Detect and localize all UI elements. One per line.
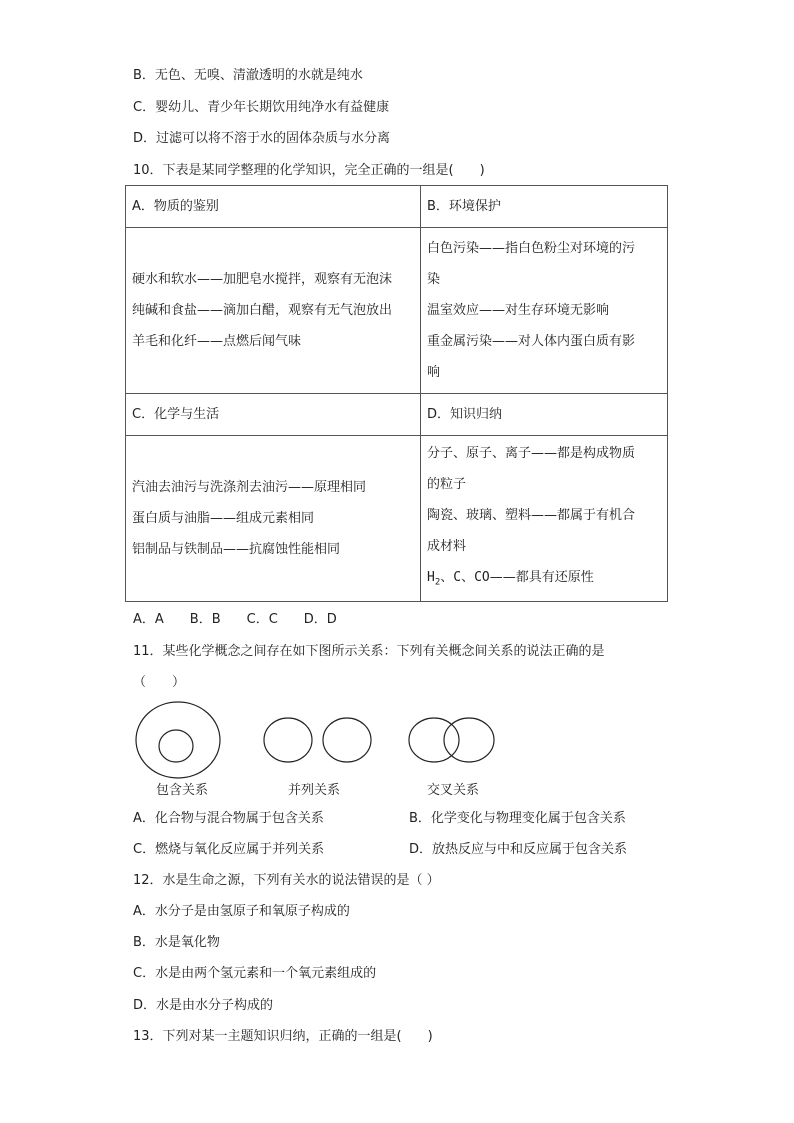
cell-d-content — [421, 436, 668, 602]
q12-option-b: B．水是氧化物 — [133, 935, 220, 950]
d-line: 陶瓷、玻璃、塑料——都属于有机合 — [427, 508, 636, 524]
b-line: 温室效应——对生存环境无影响 — [427, 303, 610, 318]
a-line: 羊毛和化纤——点燃后闻气味 — [132, 334, 302, 349]
q9-option-d: D．过滤可以将不溶于水的固体杂质与水分离 — [133, 131, 391, 146]
d-line-tail: ——都具有还原性 — [489, 570, 594, 586]
b-line: 重金属污染——对人体内蛋白质有影 — [427, 334, 636, 349]
parallel-left-circle — [264, 718, 312, 762]
cell-c-content — [126, 436, 421, 602]
q10-table — [125, 185, 668, 602]
cell-c-title: C．化学与生活 — [126, 394, 421, 436]
q12-option-d: D．水是由水分子构成的 — [133, 998, 274, 1013]
q11-stem-2: （ ） — [133, 675, 186, 690]
cross-right-circle — [444, 718, 494, 762]
d-line-formula — [427, 562, 661, 599]
d-line: 的粒子 — [427, 477, 467, 493]
c-line: 铝制品与铁制品——抗腐蚀性能相同 — [132, 542, 341, 557]
q12-option-c: C．水是由两个氢元素和一个氧元素组成的 — [133, 966, 377, 981]
q11-option-a: A．化合物与混合物属于包含关系 — [133, 811, 324, 826]
a-line: 硬水和软水——加肥皂水搅拌，观察有无泡沫 — [132, 272, 393, 287]
parallel-right-circle — [323, 718, 371, 762]
q11-option-b: B．化学变化与物理变化属于包含关系 — [409, 811, 626, 826]
relation-diagram — [0, 700, 794, 810]
a-line: 纯碱和食盐——滴加白醋，观察有无气泡放出 — [132, 303, 393, 318]
c-line: 蛋白质与油脂——组成元素相同 — [132, 511, 315, 526]
q9-option-b: B．无色、无嗅、清澈透明的水就是纯水 — [133, 68, 363, 83]
label-containing: 包含关系 — [155, 783, 209, 798]
q12-option-a: A．水分子是由氢原子和氧原子构成的 — [133, 904, 350, 919]
cell-a-content — [126, 228, 421, 394]
b-line: 染 — [427, 272, 441, 287]
label-cross: 交叉关系 — [426, 783, 480, 798]
q11-option-d: D．放热反应与中和反应属于包含关系 — [409, 842, 628, 857]
q11-stem-1: 11．某些化学概念之间存在如下图所示关系：下列有关概念间关系的说法正确的是 — [133, 644, 605, 659]
q10-stem: 10．下表是某同学整理的化学知识，完全正确的一组是( ) — [133, 163, 485, 178]
label-parallel: 并列关系 — [287, 783, 341, 798]
q10-answers: A．A B．B C．C D．D — [133, 612, 337, 627]
q13-stem: 13．下列对某一主题知识归纳，正确的一组是( ) — [133, 1029, 433, 1044]
d-line: 成材料 — [427, 539, 467, 555]
d-line: 分子、原子、离子——都是构成物质 — [427, 446, 636, 462]
cell-b-content — [421, 228, 668, 394]
cell-d-title: D．知识归纳 — [421, 394, 668, 436]
c-line: 汽油去油污与洗涤剂去油污——原理相同 — [132, 480, 367, 495]
cell-a-title: A．物质的鉴别 — [126, 186, 421, 228]
b-line: 白色污染——指白色粉尘对环境的污 — [427, 241, 636, 256]
q9-option-c: C．婴幼儿、青少年长期饮用纯净水有益健康 — [133, 100, 390, 115]
q12-stem: 12．水是生命之源，下列有关水的说法错误的是（ ） — [133, 873, 440, 888]
formula-h2: $H_2$、C、CO — [427, 570, 490, 588]
q11-option-c: C．燃烧与氧化反应属于并列关系 — [133, 842, 325, 857]
cell-b-title: B．环境保护 — [421, 186, 668, 228]
b-line: 响 — [427, 365, 441, 380]
containing-inner-circle — [159, 730, 193, 762]
containing-outer-circle — [136, 702, 220, 778]
